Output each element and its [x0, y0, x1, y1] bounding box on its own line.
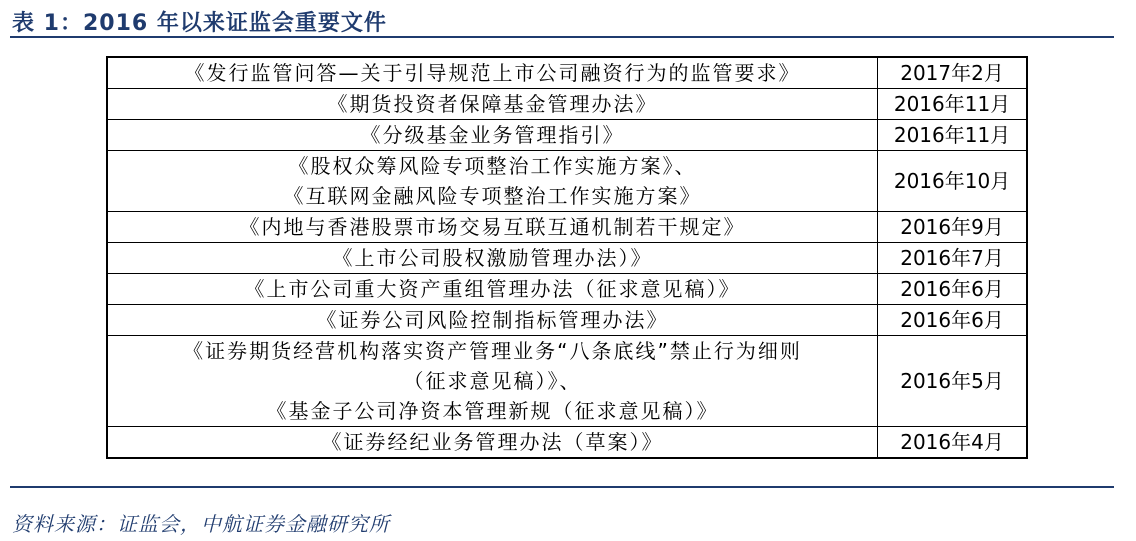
source-divider	[10, 486, 1114, 488]
document-name-line: 《上市公司股权激励管理办法）》	[332, 246, 653, 270]
document-name-cell	[107, 212, 878, 243]
table-row	[107, 274, 1027, 305]
document-name-line: 《期货投资者保障基金管理办法》	[327, 92, 658, 116]
document-name-line: 《发行监管问答—关于引导规范上市公司融资行为的监管要求》	[184, 61, 801, 85]
document-date-cell: 2016年6月	[878, 305, 1027, 336]
document-date-cell: 2016年6月	[878, 274, 1027, 305]
document-name-cell	[107, 89, 878, 120]
documents-table	[106, 56, 1028, 459]
document-name-cell	[107, 336, 878, 427]
table-row	[107, 427, 1027, 459]
table-row	[107, 89, 1027, 120]
table-row	[107, 243, 1027, 274]
document-name-line: 《互联网金融风险专项整治工作实施方案》	[283, 184, 702, 208]
document-date-cell: 2016年4月	[878, 427, 1027, 459]
document-date-cell: 2016年9月	[878, 212, 1027, 243]
document-date-cell: 2016年11月	[878, 89, 1027, 120]
source-note: 资料来源：证监会，中航证券金融研究所	[12, 512, 390, 536]
document-name-line: 《证券公司风险控制指标管理办法》	[316, 308, 669, 332]
document-date-cell: 2016年11月	[878, 120, 1027, 151]
document-name-line: （征求意见稿）》、	[403, 369, 582, 393]
document-name-line: 《内地与香港股票市场交易互联互通机制若干规定》	[239, 215, 746, 239]
table-row	[107, 151, 1027, 212]
document-date-cell: 2017年2月	[878, 57, 1027, 89]
documents-table-body	[107, 57, 1027, 458]
document-name-cell	[107, 427, 878, 459]
document-name-line: 《分级基金业务管理指引》	[360, 123, 625, 147]
table-row	[107, 336, 1027, 427]
table-row	[107, 305, 1027, 336]
document-name-line: 《基金子公司净资本管理新规（征求意见稿）》	[266, 399, 719, 423]
document-name-cell	[107, 151, 878, 212]
document-date-cell: 2016年5月	[878, 336, 1027, 427]
document-name-line: 《上市公司重大资产重组管理办法（征求意见稿）》	[244, 277, 741, 301]
document-date-cell: 2016年10月	[878, 151, 1027, 212]
document-name-line: 《证券期货经营机构落实资产管理业务“八条底线”禁止行为细则	[183, 339, 802, 363]
document-name-line: 《股权众筹风险专项整治工作实施方案》、	[288, 154, 697, 178]
table-title: 表 1：2016 年以来证监会重要文件	[12, 11, 387, 36]
document-date-cell: 2016年7月	[878, 243, 1027, 274]
document-name-cell	[107, 120, 878, 151]
table-row	[107, 120, 1027, 151]
document-name-cell	[107, 243, 878, 274]
document-name-line: 《证券经纪业务管理办法（草案）》	[321, 430, 664, 454]
title-divider	[10, 36, 1114, 38]
table-row	[107, 57, 1027, 89]
document-name-cell	[107, 57, 878, 89]
document-name-cell	[107, 274, 878, 305]
table-row	[107, 212, 1027, 243]
document-name-cell	[107, 305, 878, 336]
